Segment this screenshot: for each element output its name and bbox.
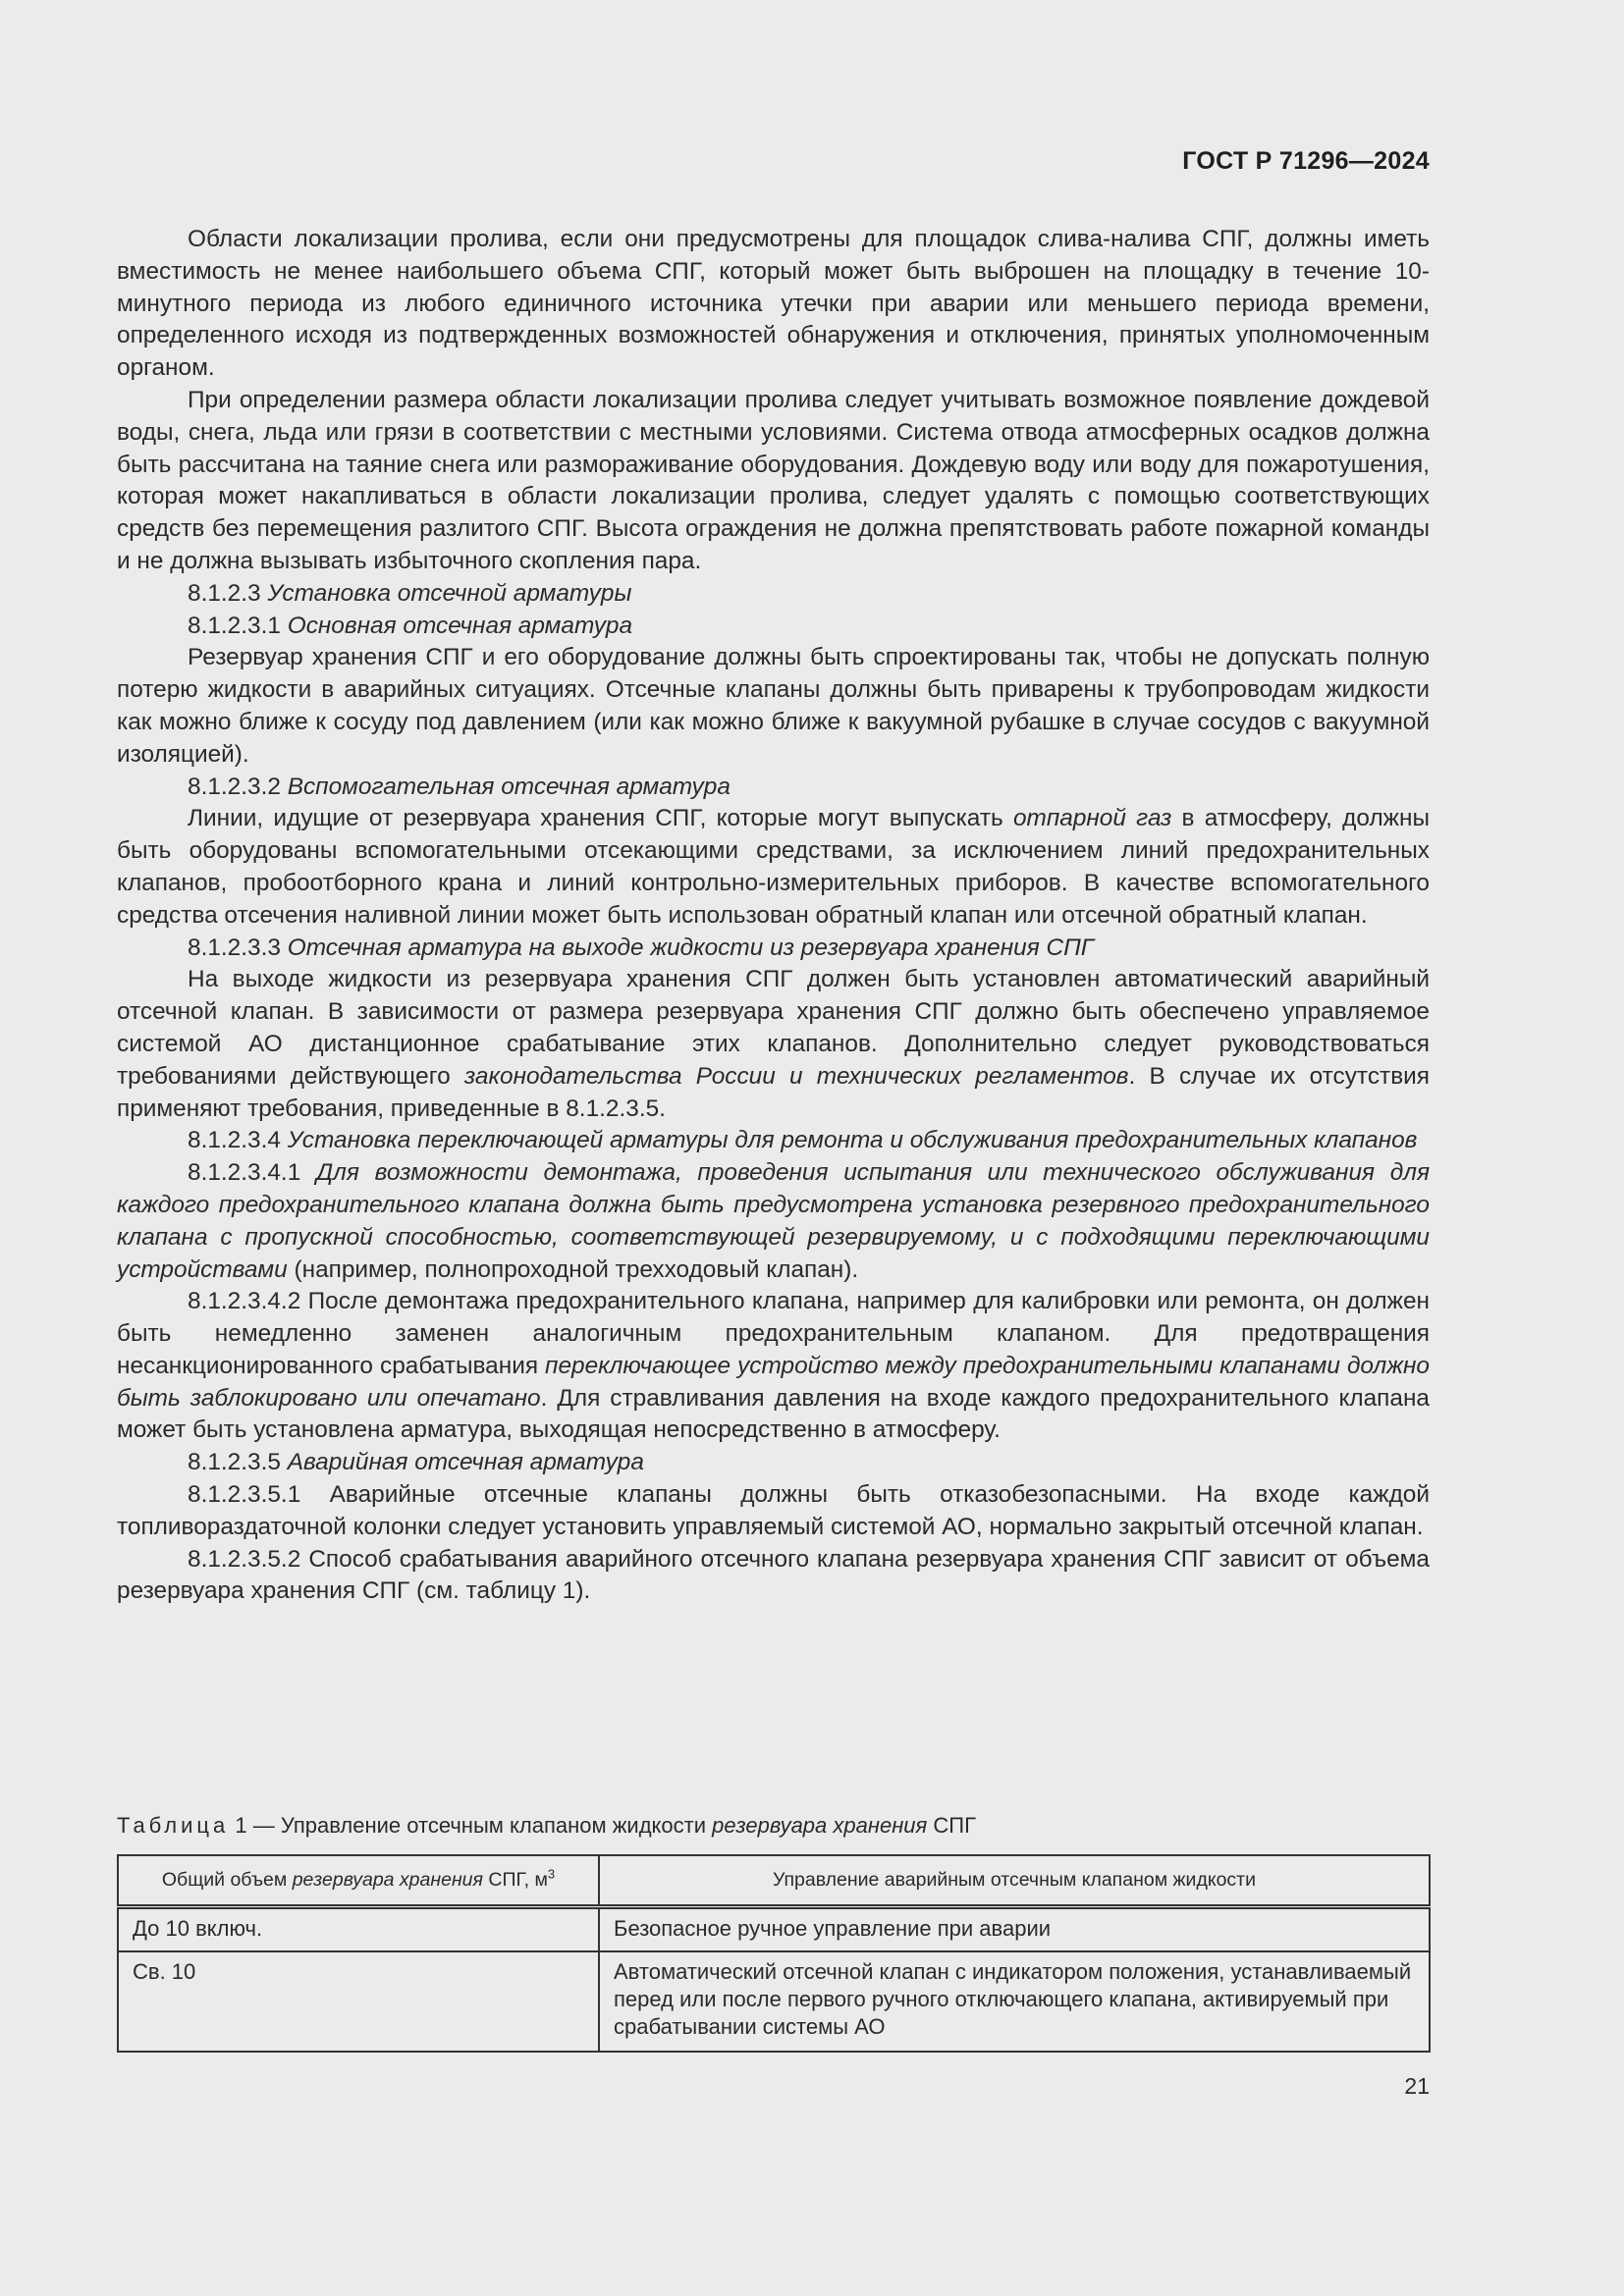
table-caption: Таблица 1 — Управление отсечным клапаном жидкости резервуара хранения СПГ [117,1813,977,1838]
section-heading [117,578,1430,611]
table-row [118,1907,1430,1952]
section-number: 8.1.2.3 [188,579,261,607]
paragraph: 8.1.2.3.4.2 После демонтажа предохранительного клапана, например для калибровки или ремонта, он должен быть немедленно заменен аналогичным предохранительным клапаном. Для предотвращения несанкционированного срабатывания переключающее устройство между предохранительными клапанами должно быть заблокировано или опечатано. Для стравливания давления на входе каждого предохранительного клапана может быть установлена арматура, выходящая непосредственно в атмосферу. [117,1288,1430,1444]
paragraph: Области локализации пролива, если они предусмотрены для площадок слива-налива СПГ, должны иметь вместимость не менее наибольшего объема СПГ, который может быть выброшен на площадку в течение 10-минутного периода из любого единичного источника утечки при аварии или меньшего периода времени, определенного исходя из подтвержденных возможностей обнаружения и отключения, принятых уполномоченным органом. [117,226,1430,382]
paragraph: 8.1.2.3.4.1 Для возможности демонтажа, проведения испытания или технического обслуживания для каждого предохранительного клапана должна быть предусмотрена установка резервного предохранительного клапана с пропускной способностью, соответствующей резервируемому, и с подходящими переключающими устройствами (например, полнопроходной трехходовый клапан). [117,1159,1431,1283]
page-number: 21 [1404,2073,1430,2099]
column-header-volume: Общий объем резервуара хранения СПГ, $м^3$ [118,1855,599,1907]
paragraph: При определении размера области локализации пролива следует учитывать возможное появление дождевой воды, снега, льда или грязи в соответствии с местными условиями. Система отвода атмосферных осадков должна быть рассчитана на таяние снега или размораживание оборудования. Дождевую воду или воду для пожаротушения, которая может накапливаться в области локализации пролива, следует удалять с помощью соответствующих средств без перемещения разлитого СПГ. Высота ограждения не должна препятствовать работе пожарной команды и не должна вызывать избыточного скопления пара. [117,386,1430,574]
paragraph: Резервуар хранения СПГ и его оборудование должны быть спроектированы так, чтобы не допускать полную потерю жидкости в аварийных ситуациях. Отсечные клапаны должны быть приварены к трубопроводам жидкости как можно ближе к сосуду под давлением (или как можно ближе к вакуумной рубашке в случае сосудов с вакуумной изоляцией). [117,644,1430,768]
column-header-control: Управление аварийным отсечным клапаном жидкости [599,1855,1430,1907]
paragraph: 8.1.2.3.5.1 Аварийные отсечные клапаны должны быть отказобезопасными. На входе каждой топливораздаточной колонки следует установить управляемый системой АО, нормально закрытый отсечной клапан. [117,1481,1430,1540]
cell-volume: До 10 включ. [118,1907,599,1952]
document-body [117,224,1430,1608]
table-header-row [118,1855,1430,1907]
document-code: ГОСТ Р 71296—2024 [1182,147,1430,175]
cell-control: Автоматический отсечной клапан с индикатором положения, устанавливаемый перед или после первого ручного отключающего клапана, активируемый при срабатывании системы АО [599,1951,1430,2052]
section-title: Аварийная отсечная арматура [287,1449,644,1476]
section-number: 8.1.2.3.5 [188,1449,281,1476]
section-number: 8.1.2.3.4 [188,1127,281,1154]
valve-control-table [117,1854,1431,2053]
section-title: Установка переключающей арматуры для ремонта и обслуживания предохранительных клапанов [287,1127,1418,1154]
section-heading [117,1125,1430,1157]
section-title: Отсечная арматура на выходе жидкости из резервуара хранения СПГ [287,934,1095,961]
section-number: 8.1.2.3.1 [188,612,281,639]
section-number: 8.1.2.3.3 [188,934,281,961]
section-heading [117,1447,1430,1479]
table-row [118,1951,1430,2052]
section-heading [117,772,1430,804]
section-number: 8.1.2.3.2 [188,773,281,800]
section-heading [117,933,1430,965]
paragraph: На выходе жидкости из резервуара хранения СПГ должен быть установлен автоматический аварийный отсечной клапан. В зависимости от размера резервуара хранения СПГ должно быть обеспечено управляемое системой АО дистанционное срабатывание этих клапанов. Дополнительно следует руководствоваться требованиями действующего законодательства России и технических регламентов. В случае их отсутствия применяют требования, приведенные в 8.1.2.3.5. [117,966,1430,1122]
section-title: Вспомогательная отсечная арматура [287,773,731,800]
cell-volume: Св. 10 [118,1951,599,2052]
paragraph: 8.1.2.3.5.2 Способ срабатывания аварийного отсечного клапана резервуара хранения СПГ зависит от объема резервуара хранения СПГ (см. таблицу 1). [117,1545,1430,1605]
section-title: Установка отсечной арматуры [267,579,632,607]
section-heading [117,611,1430,643]
paragraph: Линии, идущие от резервуара хранения СПГ, которые могут выпускать отпарной газ в атмосферу, должны быть оборудованы вспомогательными отсекающими средствами, за исключением линий предохранительных клапанов, пробоотборного крана и линий контрольно-измерительных приборов. В качестве вспомогательного средства отсечения наливной линии может быть использован обратный клапан или отсечной обратный клапан. [117,805,1430,929]
section-title: Основная отсечная арматура [287,612,633,639]
cell-control: Безопасное ручное управление при аварии [599,1907,1430,1952]
